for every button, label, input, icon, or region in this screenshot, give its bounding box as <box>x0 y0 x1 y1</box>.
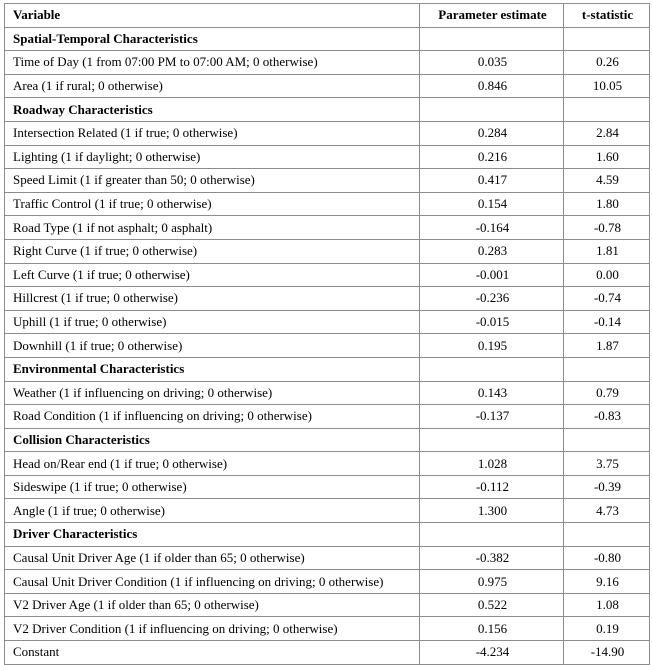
section-row <box>5 27 650 51</box>
parameter-estimate-cell: -0.382 <box>420 546 564 570</box>
t-statistic-cell: -0.14 <box>564 310 650 334</box>
parameter-estimate-cell: 0.975 <box>420 570 564 594</box>
empty-cell <box>420 428 564 452</box>
t-statistic-cell: 1.81 <box>564 239 650 263</box>
table-row <box>5 499 650 523</box>
parameter-estimate-cell: 0.154 <box>420 192 564 216</box>
variable-cell: Intersection Related (1 if true; 0 otherwise) <box>5 121 420 145</box>
table-row <box>5 570 650 594</box>
table-row <box>5 145 650 169</box>
parameter-estimate-cell: 0.846 <box>420 74 564 98</box>
table-row <box>5 74 650 98</box>
parameter-estimate-cell: 1.300 <box>420 499 564 523</box>
table-body <box>5 27 650 664</box>
table-row <box>5 287 650 311</box>
parameter-estimate-cell: 0.283 <box>420 239 564 263</box>
table-row <box>5 51 650 75</box>
t-statistic-cell: 1.87 <box>564 334 650 358</box>
parameter-estimate-cell: 0.284 <box>420 121 564 145</box>
variable-cell: Angle (1 if true; 0 otherwise) <box>5 499 420 523</box>
t-statistic-cell: -0.80 <box>564 546 650 570</box>
t-statistic-cell: -14.90 <box>564 641 650 665</box>
parameter-estimates-table <box>4 3 650 665</box>
t-statistic-cell: -0.39 <box>564 475 650 499</box>
section-row <box>5 98 650 122</box>
header-parameter-estimate: Parameter estimate <box>420 4 564 28</box>
variable-cell: Causal Unit Driver Age (1 if older than 65; 0 otherwise) <box>5 546 420 570</box>
table-row <box>5 121 650 145</box>
variable-cell: Right Curve (1 if true; 0 otherwise) <box>5 239 420 263</box>
empty-cell <box>564 428 650 452</box>
t-statistic-cell: 1.08 <box>564 593 650 617</box>
table-row <box>5 641 650 665</box>
table-row <box>5 192 650 216</box>
t-statistic-cell: 10.05 <box>564 74 650 98</box>
empty-cell <box>564 27 650 51</box>
table-row <box>5 310 650 334</box>
table-row <box>5 239 650 263</box>
variable-cell: Hillcrest (1 if true; 0 otherwise) <box>5 287 420 311</box>
table-row <box>5 452 650 476</box>
parameter-estimate-cell: -0.137 <box>420 405 564 429</box>
table-row <box>5 263 650 287</box>
parameter-estimate-cell: 0.143 <box>420 381 564 405</box>
variable-cell: Head on/Rear end (1 if true; 0 otherwise) <box>5 452 420 476</box>
variable-cell: Speed Limit (1 if greater than 50; 0 otherwise) <box>5 169 420 193</box>
parameter-estimate-cell: 1.028 <box>420 452 564 476</box>
empty-cell <box>564 98 650 122</box>
t-statistic-cell: 1.80 <box>564 192 650 216</box>
t-statistic-cell: 0.79 <box>564 381 650 405</box>
empty-cell <box>564 523 650 547</box>
t-statistic-cell: -0.74 <box>564 287 650 311</box>
parameter-estimate-cell: -0.112 <box>420 475 564 499</box>
table-row <box>5 593 650 617</box>
t-statistic-cell: 1.60 <box>564 145 650 169</box>
variable-cell: V2 Driver Age (1 if older than 65; 0 otherwise) <box>5 593 420 617</box>
table-row <box>5 475 650 499</box>
empty-cell <box>420 98 564 122</box>
section-label: Collision Characteristics <box>5 428 420 452</box>
section-row <box>5 357 650 381</box>
t-statistic-cell: -0.78 <box>564 216 650 240</box>
section-row <box>5 428 650 452</box>
table-row <box>5 216 650 240</box>
table-row <box>5 546 650 570</box>
table-row <box>5 381 650 405</box>
t-statistic-cell: 0.19 <box>564 617 650 641</box>
parameter-estimate-cell: -0.001 <box>420 263 564 287</box>
t-statistic-cell: -0.83 <box>564 405 650 429</box>
variable-cell: Left Curve (1 if true; 0 otherwise) <box>5 263 420 287</box>
variable-cell: Area (1 if rural; 0 otherwise) <box>5 74 420 98</box>
section-label: Environmental Characteristics <box>5 357 420 381</box>
variable-cell: Road Type (1 if not asphalt; 0 asphalt) <box>5 216 420 240</box>
parameter-estimate-cell: -0.015 <box>420 310 564 334</box>
section-label: Roadway Characteristics <box>5 98 420 122</box>
variable-cell: Constant <box>5 641 420 665</box>
variable-cell: Uphill (1 if true; 0 otherwise) <box>5 310 420 334</box>
parameter-estimate-cell: 0.417 <box>420 169 564 193</box>
empty-cell <box>420 27 564 51</box>
table-row <box>5 405 650 429</box>
t-statistic-cell: 4.73 <box>564 499 650 523</box>
section-label: Spatial-Temporal Characteristics <box>5 27 420 51</box>
parameter-estimate-cell: 0.156 <box>420 617 564 641</box>
header-variable: Variable <box>5 4 420 28</box>
t-statistic-cell: 2.84 <box>564 121 650 145</box>
variable-cell: Causal Unit Driver Condition (1 if influencing on driving; 0 otherwise) <box>5 570 420 594</box>
section-label: Driver Characteristics <box>5 523 420 547</box>
empty-cell <box>420 523 564 547</box>
parameter-estimate-cell: 0.195 <box>420 334 564 358</box>
t-statistic-cell: 9.16 <box>564 570 650 594</box>
t-statistic-cell: 4.59 <box>564 169 650 193</box>
t-statistic-cell: 3.75 <box>564 452 650 476</box>
parameter-estimate-cell: -0.236 <box>420 287 564 311</box>
parameter-estimate-cell: 0.216 <box>420 145 564 169</box>
variable-cell: Sideswipe (1 if true; 0 otherwise) <box>5 475 420 499</box>
parameter-estimate-cell: 0.522 <box>420 593 564 617</box>
variable-cell: Road Condition (1 if influencing on driving; 0 otherwise) <box>5 405 420 429</box>
header-t-statistic: t-statistic <box>564 4 650 28</box>
variable-cell: Weather (1 if influencing on driving; 0 otherwise) <box>5 381 420 405</box>
table-row <box>5 169 650 193</box>
parameter-estimate-cell: -0.164 <box>420 216 564 240</box>
t-statistic-cell: 0.00 <box>564 263 650 287</box>
table-row <box>5 617 650 641</box>
t-statistic-cell: 0.26 <box>564 51 650 75</box>
empty-cell <box>420 357 564 381</box>
parameter-estimate-cell: -4.234 <box>420 641 564 665</box>
variable-cell: Time of Day (1 from 07:00 PM to 07:00 AM; 0 otherwise) <box>5 51 420 75</box>
table-row <box>5 334 650 358</box>
parameter-estimate-cell: 0.035 <box>420 51 564 75</box>
variable-cell: V2 Driver Condition (1 if influencing on driving; 0 otherwise) <box>5 617 420 641</box>
variable-cell: Downhill (1 if true; 0 otherwise) <box>5 334 420 358</box>
variable-cell: Lighting (1 if daylight; 0 otherwise) <box>5 145 420 169</box>
section-row <box>5 523 650 547</box>
header-row <box>5 4 650 28</box>
variable-cell: Traffic Control (1 if true; 0 otherwise) <box>5 192 420 216</box>
empty-cell <box>564 357 650 381</box>
